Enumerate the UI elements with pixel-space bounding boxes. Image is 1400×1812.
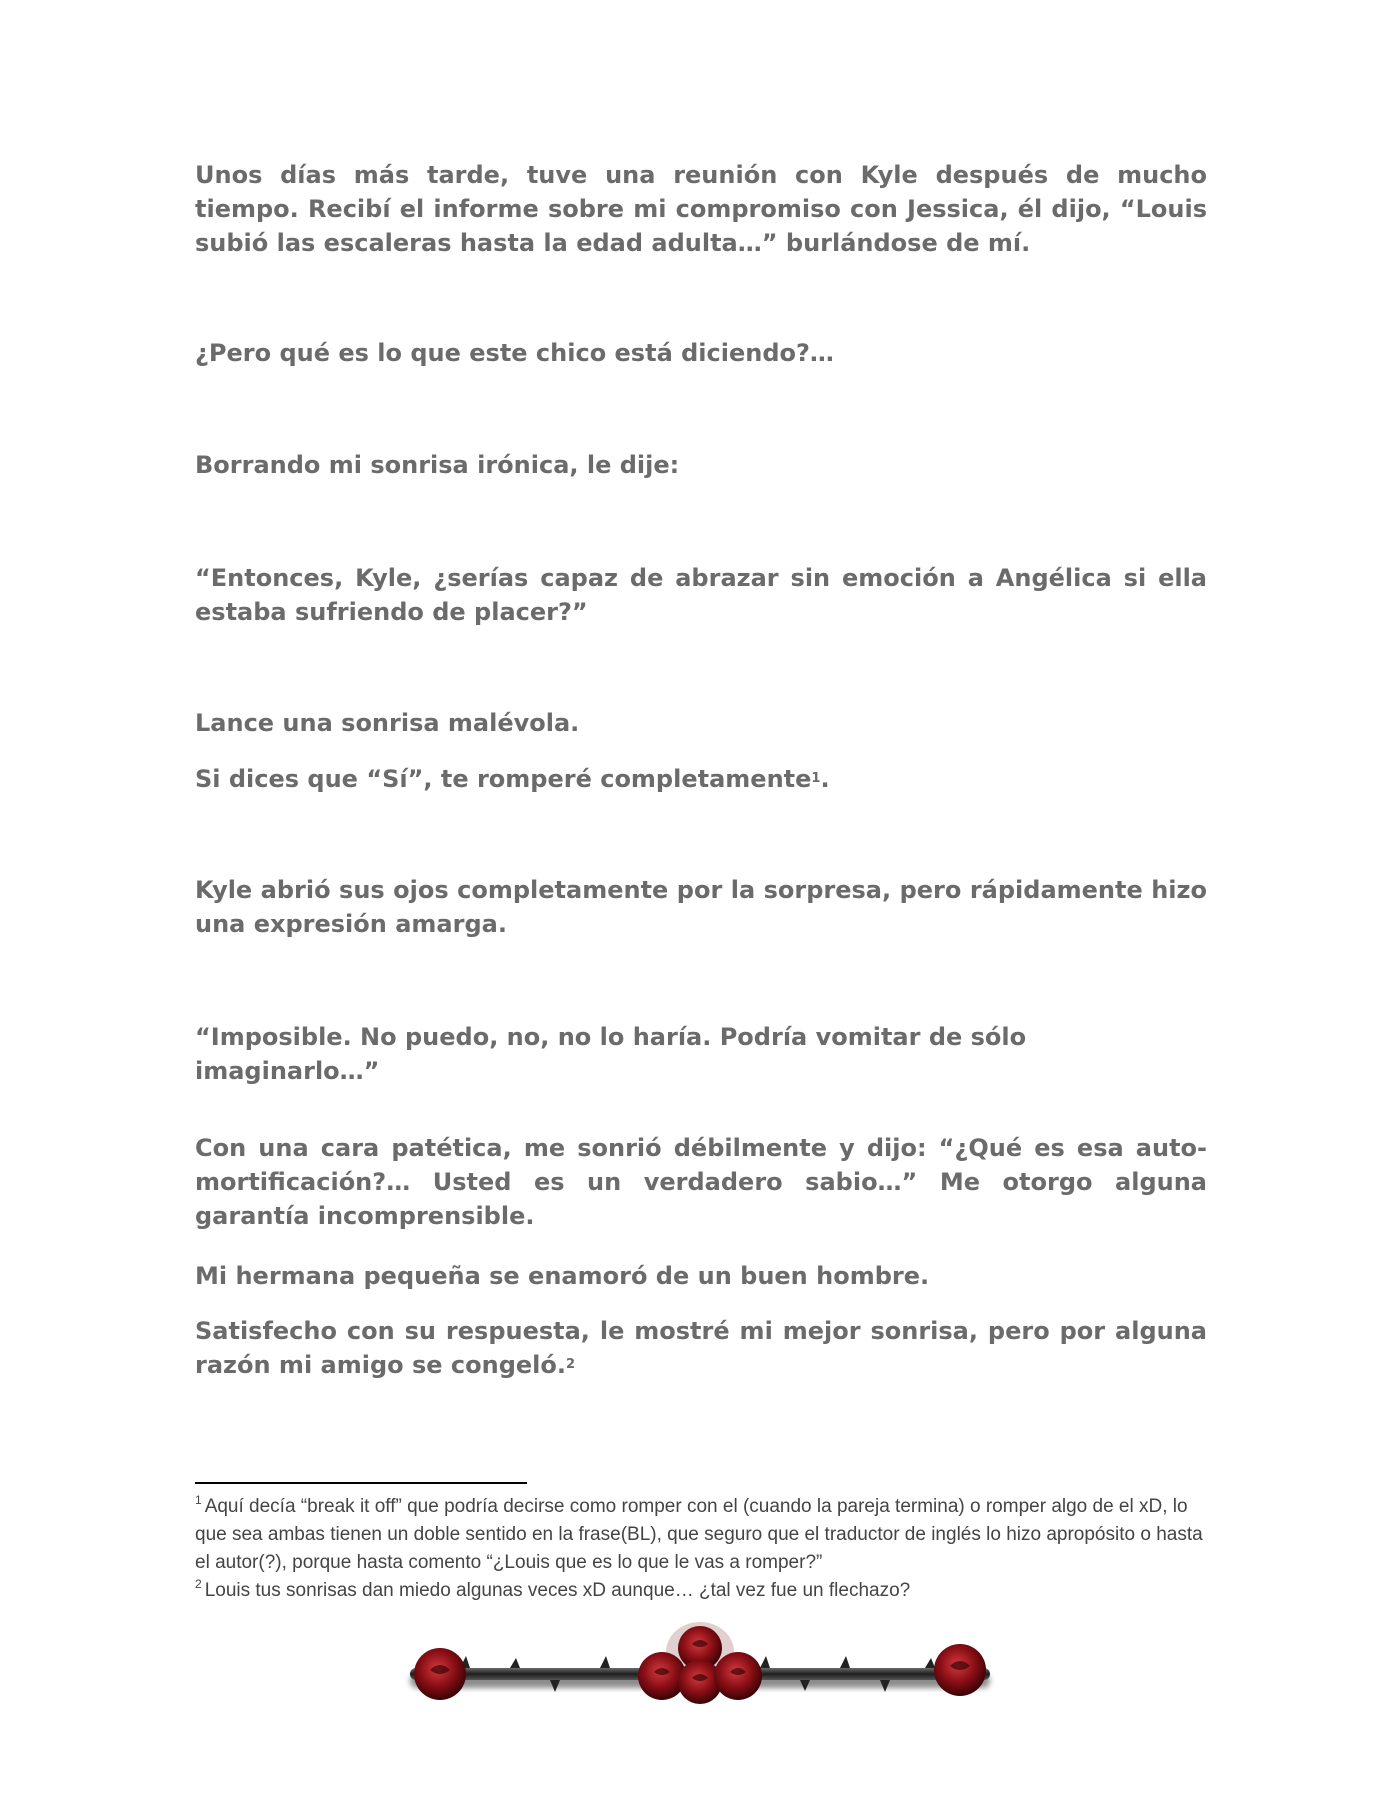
footnote-1 <box>195 1493 1207 1577</box>
paragraph-10: Mi hermana pequeña se enamoró de un buen hombre. <box>195 1262 930 1290</box>
paragraph-6 <box>195 762 1207 796</box>
footnote-2-text: Louis tus sonrisas dan miedo algunas veces xD aunque… ¿tal vez fue un flechazo? <box>204 1580 911 1601</box>
footnote-1-text: Aquí decía “break it off” que podría decirse como romper con el (cuando la pareja termina) o romper algo de el xD, lo que sea ambas tienen un doble sentido en la frase(BL), que seguro que el traductor de inglés lo hizo apropósito o hasta el autor(?), porque hasta comento “¿Louis que es lo que le vas a romper?” <box>195 1496 1203 1573</box>
paragraph-1: Unos días más tarde, tuve una reunión con Kyle después de mucho tiempo. Recibí el informe sobre mi compromiso con Jessica, él dijo, “Louis subió las escaleras hasta la edad adulta…” burlándose de mí. <box>195 161 1207 257</box>
footnote-ref-2[interactable]: 2 <box>565 1357 576 1372</box>
footnote-2 <box>195 1577 1207 1605</box>
paragraph-4: “Entonces, Kyle, ¿serías capaz de abrazar sin emoción a Angélica si ella estaba sufriendo de placer?” <box>195 564 1207 626</box>
paragraph-8: “Imposible. No puedo, no, no lo haría. Podría vomitar de sólo imaginarlo…” <box>195 1023 1027 1085</box>
paragraph-11 <box>195 1314 1207 1382</box>
paragraph-5: Lance una sonrisa malévola. <box>195 709 580 737</box>
right-rose <box>934 1644 986 1696</box>
paragraph-3: Borrando mi sonrisa irónica, le dije: <box>195 451 680 479</box>
rose-border-ornament-icon <box>400 1618 1000 1728</box>
footnote-2-mark: 2 <box>195 1577 202 1591</box>
paragraph-6-text: Si dices que “Sí”, te romperé completamente <box>195 765 812 793</box>
footnote-1-mark: 1 <box>195 1493 202 1507</box>
paragraph-6-end: . <box>820 765 830 793</box>
left-rose <box>414 1648 466 1700</box>
paragraph-7: Kyle abrió sus ojos completamente por la sorpresa, pero rápidamente hizo una expresión amarga. <box>195 876 1207 938</box>
paragraph-9: Con una cara patética, me sonrió débilmente y dijo: “¿Qué es esa auto-mortificación?… Usted es un verdadero sabio…” Me otorgo alguna garantía incomprensible. <box>195 1134 1207 1230</box>
paragraph-2: ¿Pero qué es lo que este chico está diciendo?… <box>195 339 834 367</box>
center-rose-cluster <box>638 1622 762 1704</box>
footnote-separator <box>195 1482 527 1484</box>
paragraph-11-text: Satisfecho con su respuesta, le mostré mi mejor sonrisa, pero por alguna razón mi amigo se congeló. <box>195 1317 1207 1379</box>
footnote-ref-1[interactable]: 1 <box>811 771 821 786</box>
